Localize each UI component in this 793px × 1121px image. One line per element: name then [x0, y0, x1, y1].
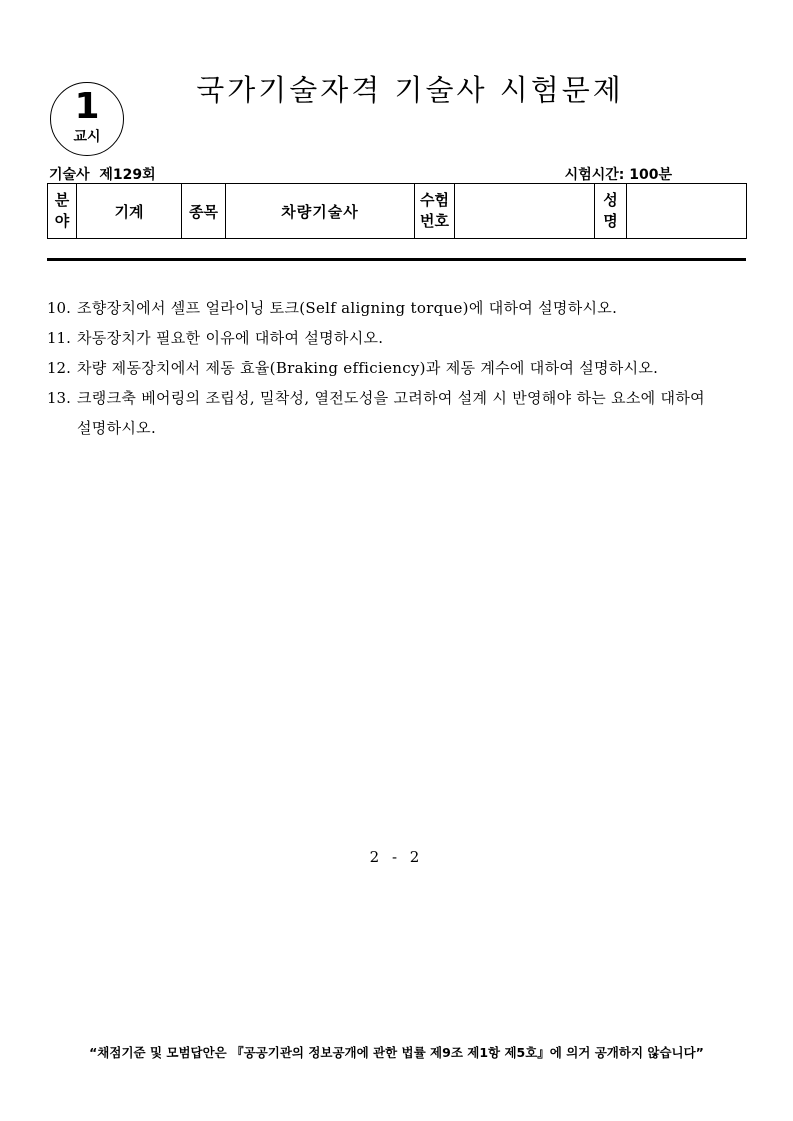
exam-header	[47, 162, 746, 182]
exam-number-label-line2: 번호	[420, 212, 449, 230]
name-label-line2: 명	[603, 212, 618, 230]
question-text: 크랭크축 베어링의 조립성, 밀착성, 열전도성을 고려하여 설계 시 반영해야 하는 요소에 대하여 설명하시오.	[77, 389, 705, 437]
exam-title: 국가기술자격 기술사 시험문제	[196, 73, 624, 107]
question-item	[47, 353, 747, 383]
question-list	[47, 293, 747, 443]
question-item	[47, 383, 747, 443]
exam-number-label-line1: 수험	[420, 191, 449, 209]
question-item	[47, 323, 747, 353]
exam-round: 기술사 제129회	[49, 167, 156, 183]
question-number: 11.	[47, 329, 71, 347]
exam-number-label-cell	[415, 184, 455, 239]
footer-note: “채점기준 및 모범답안은 『공공기관의 정보공개에 관한 법률 제9조 제1항 제5호』에 의거 공개하지 않습니다”	[89, 1045, 704, 1060]
field-value-cell: 기계	[77, 184, 182, 239]
field-label-cell	[48, 184, 77, 239]
session-number: 1	[74, 86, 100, 127]
exam-time: 시험시간: 100분	[564, 167, 672, 183]
exam-number-field[interactable]	[455, 184, 595, 239]
name-label-line1: 성	[603, 191, 618, 209]
field-label-line2: 야	[54, 212, 70, 230]
session-label: 교시	[73, 129, 101, 145]
category-label-cell: 종목	[182, 184, 226, 239]
name-field[interactable]	[627, 184, 747, 239]
question-text: 차동장치가 필요한 이유에 대하여 설명하시오.	[77, 329, 384, 347]
question-text: 차량 제동장치에서 제동 효율(Braking efficiency)과 제동 계수에 대하여 설명하시오.	[77, 359, 659, 377]
question-text: 조향장치에서 셀프 얼라이닝 토크(Self aligning torque)에 대하여 설명하시오.	[77, 299, 618, 317]
page-number: 2 - 2	[369, 848, 424, 866]
question-number: 12.	[47, 359, 71, 377]
session-badge	[50, 82, 124, 156]
question-number: 13.	[47, 389, 71, 407]
question-number: 10.	[47, 299, 71, 317]
header-divider	[47, 258, 746, 261]
name-label-cell	[595, 184, 627, 239]
category-value-cell: 차량기술사	[226, 184, 415, 239]
exam-info-table	[47, 183, 747, 239]
field-label-line1: 분	[54, 191, 70, 209]
question-item	[47, 293, 747, 323]
